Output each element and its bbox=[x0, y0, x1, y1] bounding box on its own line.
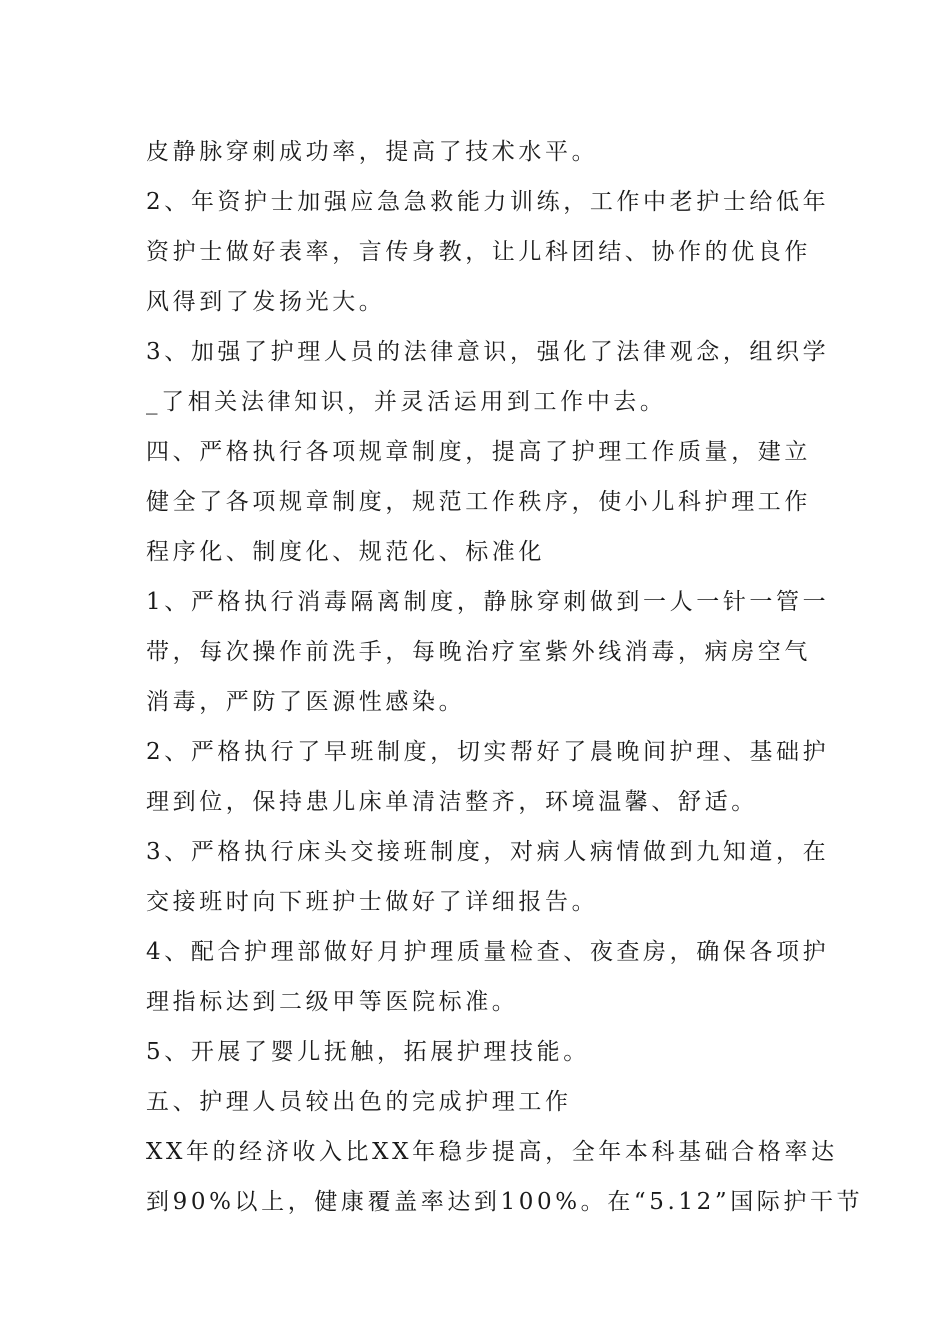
text-line: 资护士做好表率，言传身教，让儿科团结、协作的优良作 bbox=[146, 239, 811, 265]
text-line: 皮静脉穿刺成功率，提高了技术水平。 bbox=[146, 139, 599, 165]
text-line: 程序化、制度化、规范化、标准化 bbox=[146, 539, 545, 565]
text-line: 健全了各项规章制度，规范工作秩序，使小儿科护理工作 bbox=[146, 489, 811, 515]
text-line: 五、护理人员较出色的完成护理工作 bbox=[146, 1089, 572, 1115]
text-line: 带，每次操作前洗手，每晚治疗室紫外线消毒，病房空气 bbox=[146, 639, 811, 665]
text-line: 3、加强了护理人员的法律意识，强化了法律观念，组织学 bbox=[146, 339, 830, 365]
text-line: 消毒，严防了医源性感染。 bbox=[146, 689, 466, 715]
text-line: 四、严格执行各项规章制度，提高了护理工作质量，建立 bbox=[146, 439, 811, 465]
text-line: 3、严格执行床头交接班制度，对病人病情做到九知道，在 bbox=[146, 839, 830, 865]
text-line: 风得到了发扬光大。 bbox=[146, 289, 386, 315]
text-line: 2、严格执行了早班制度，切实帮好了晨晚间护理、基础护 bbox=[146, 739, 830, 765]
text-line: 到90%以上，健康覆盖率达到100%。在“5.12”国际护干节 bbox=[146, 1189, 864, 1215]
text-line: 4、配合护理部做好月护理质量检查、夜查房，确保各项护 bbox=[146, 939, 830, 965]
text-line: 2、年资护士加强应急急救能力训练，工作中老护士给低年 bbox=[146, 189, 830, 215]
document-body bbox=[146, 127, 864, 1227]
text-line: 交接班时向下班护士做好了详细报告。 bbox=[146, 889, 599, 915]
text-line: 理到位，保持患儿床单清洁整齐，环境温馨、舒适。 bbox=[146, 789, 758, 815]
text-line: XX年的经济收入比XX年稳步提高，全年本科基础合格率达 bbox=[146, 1139, 838, 1165]
text-line: 理指标达到二级甲等医院标准。 bbox=[146, 989, 519, 1015]
text-line: 1、严格执行消毒隔离制度，静脉穿刺做到一人一针一管一 bbox=[146, 589, 830, 615]
text-line: 5、开展了婴儿抚触，拓展护理技能。 bbox=[146, 1039, 590, 1065]
text-line: _了相关法律知识，并灵活运用到工作中去。 bbox=[146, 389, 667, 415]
